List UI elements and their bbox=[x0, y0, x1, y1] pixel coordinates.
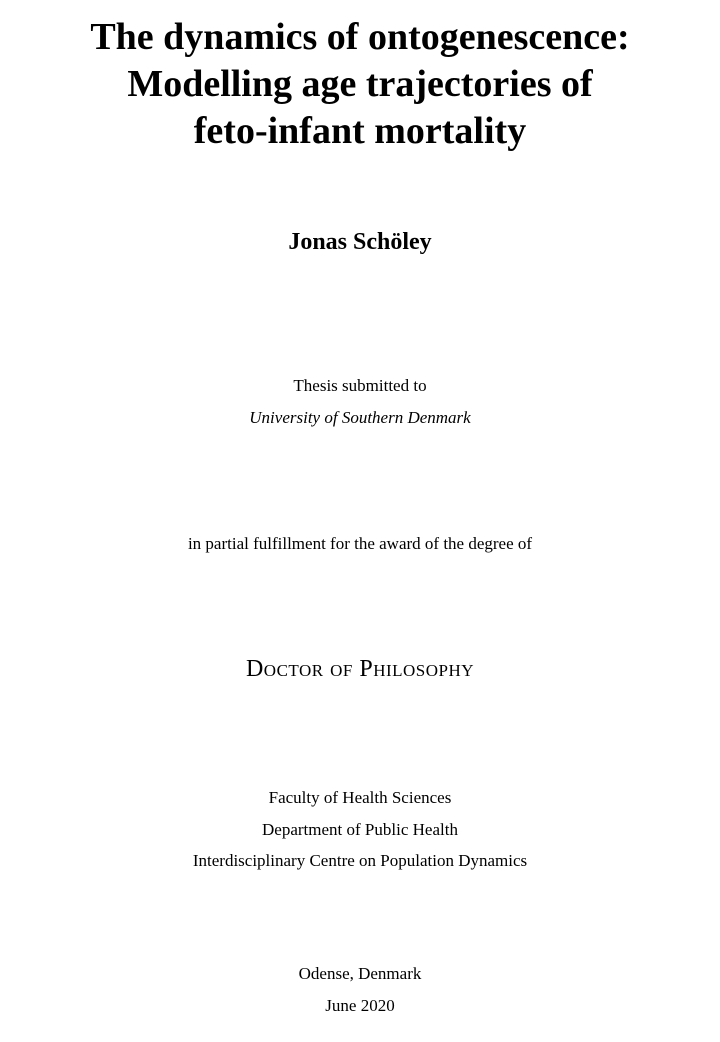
place: Odense, Denmark bbox=[298, 964, 422, 983]
date: June 2020 bbox=[325, 996, 395, 1015]
degree-name: Doctor of Philosophy bbox=[245, 656, 475, 682]
thesis-title-line-2: Modelling age trajectories of bbox=[127, 63, 593, 105]
thesis-title bbox=[0, 14, 720, 155]
affiliation-block bbox=[0, 782, 720, 877]
submission-line: Thesis submitted to bbox=[293, 376, 427, 395]
faculty-name: Faculty of Health Sciences bbox=[268, 788, 452, 807]
institution-name: University of Southern Denmark bbox=[249, 408, 471, 427]
fulfillment-statement: in partial fulfillment for the award of the degree of bbox=[187, 534, 533, 553]
centre-name: Interdisciplinary Centre on Population Dynamics bbox=[192, 851, 528, 870]
submission-statement bbox=[0, 370, 720, 434]
thesis-title-line-3: feto-infant mortality bbox=[193, 110, 527, 152]
department-name: Department of Public Health bbox=[262, 819, 458, 839]
thesis-title-line-1: The dynamics of ontogenescence: bbox=[90, 16, 630, 58]
author-name: Jonas Schöley bbox=[288, 229, 432, 255]
place-date-block bbox=[0, 958, 720, 1022]
